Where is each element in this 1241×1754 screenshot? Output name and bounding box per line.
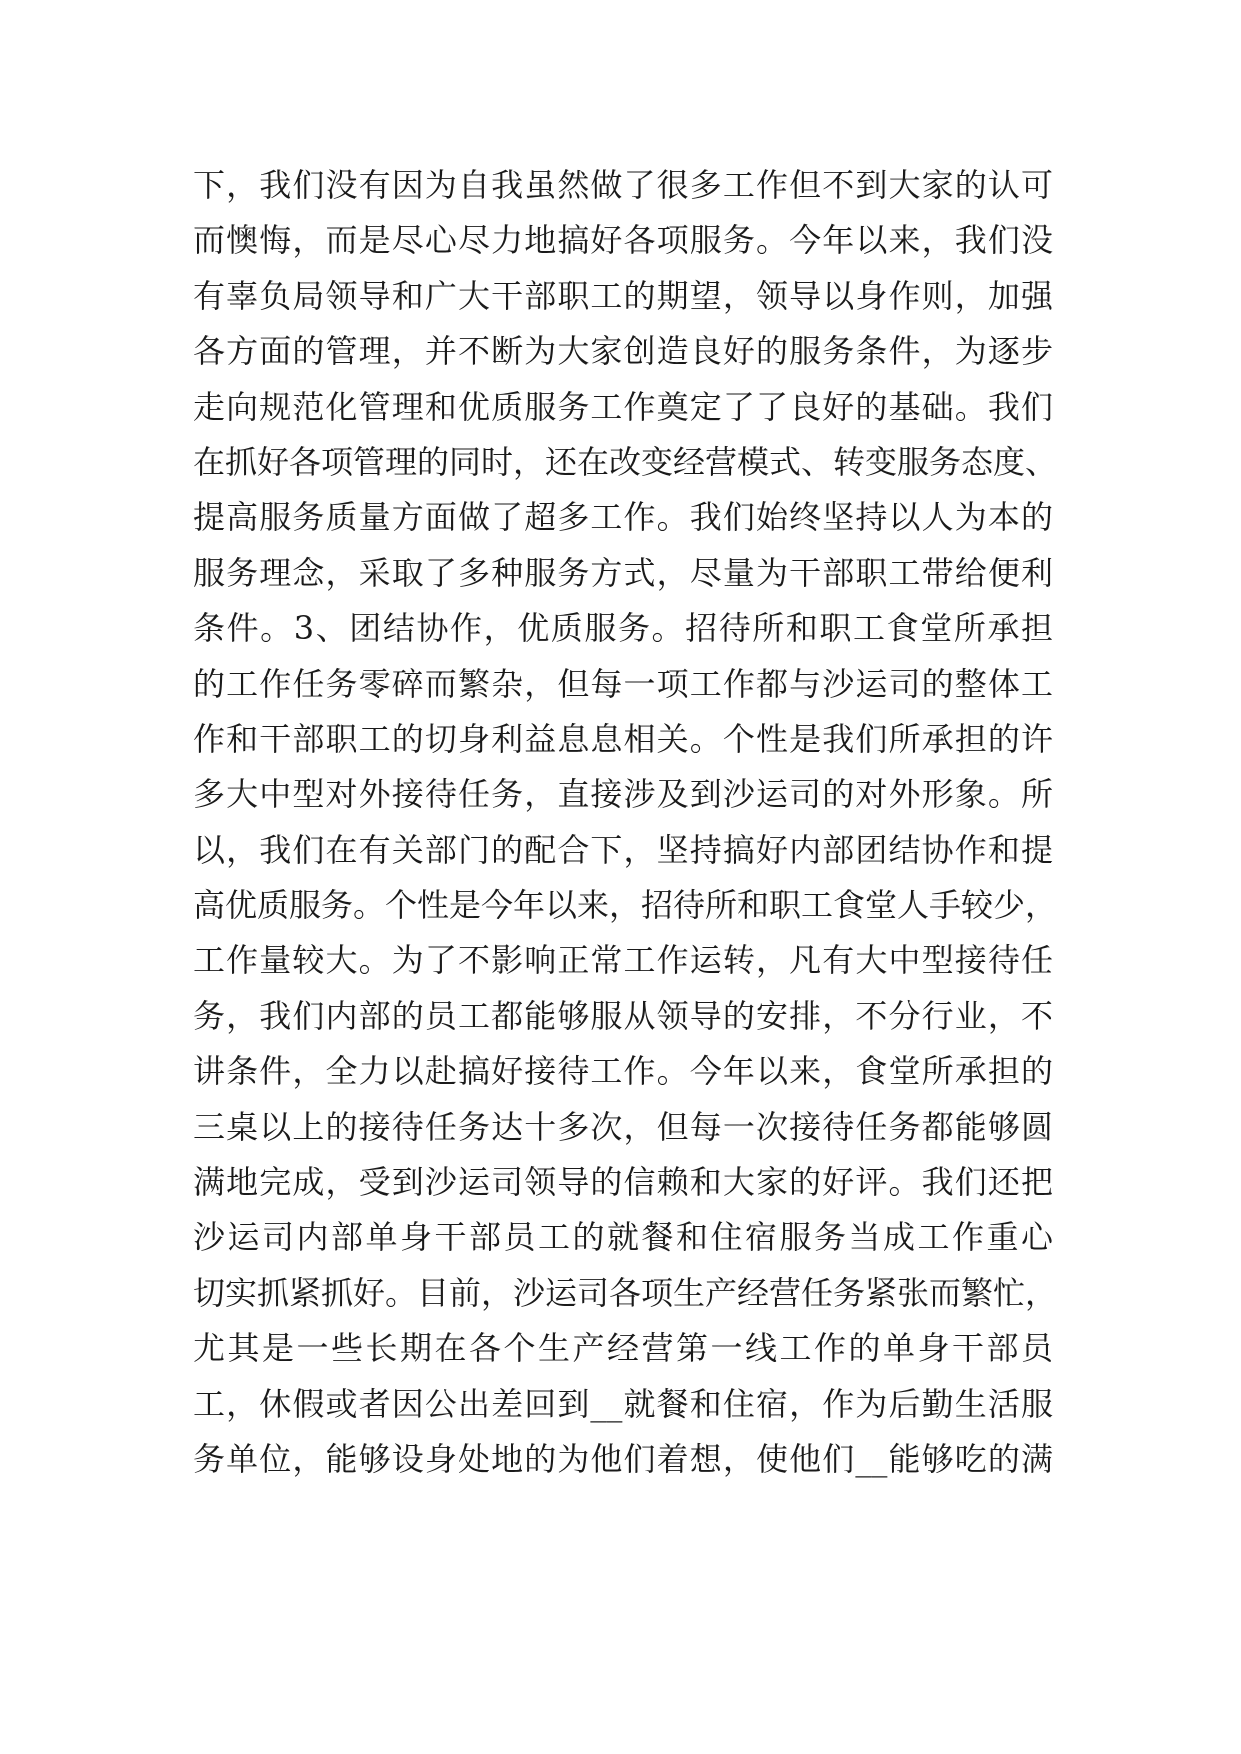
text-line: 的工作任务零碎而繁杂，但每一项工作都与沙运司的整体工 bbox=[193, 664, 1053, 703]
text-line: 作和干部职工的切身利益息息相关。个性是我们所承担的许 bbox=[193, 719, 1053, 758]
text-line: 讲条件，全力以赴搞好接待工作。今年以来，食堂所承担的 bbox=[193, 1052, 1053, 1091]
text-line: 在抓好各项管理的同时，还在改变经营模式、转变服务态度、 bbox=[193, 442, 1058, 481]
text-line: 务，我们内部的员工都能够服从领导的安排，不分行业，不 bbox=[193, 996, 1053, 1035]
text-line: 而懊悔，而是尽心尽力地搞好各项服务。今年以来，我们没 bbox=[193, 221, 1053, 260]
text-line: 条件。3、团结协作，优质服务。招待所和职工食堂所承担 bbox=[193, 609, 1053, 648]
text-line: 提高服务质量方面做了超多工作。我们始终坚持以人为本的 bbox=[193, 498, 1053, 537]
text-line: 尤其是一些长期在各个生产经营第一线工作的单身干部员 bbox=[193, 1329, 1053, 1368]
text-line: 务单位，能够设身处地的为他们着想，使他们__能够吃的满 bbox=[193, 1439, 1053, 1478]
text-line: 以，我们在有关部门的配合下，坚持搞好内部团结协作和提 bbox=[193, 830, 1053, 869]
text-line: 沙运司内部单身干部员工的就餐和住宿服务当成工作重心 bbox=[193, 1218, 1053, 1257]
text-line: 下，我们没有因为自我虽然做了很多工作但不到大家的认可 bbox=[193, 166, 1053, 204]
text-line: 工作量较大。为了不影响正常工作运转，凡有大中型接待任 bbox=[193, 941, 1053, 980]
text-line: 服务理念，采取了多种服务方式，尽量为干部职工带给便利 bbox=[193, 553, 1053, 592]
body-text bbox=[193, 158, 1058, 1487]
text-line: 多大中型对外接待任务，直接涉及到沙运司的对外形象。所 bbox=[193, 775, 1053, 814]
text-line: 工，休假或者因公出差回到__就餐和住宿，作为后勤生活服 bbox=[193, 1384, 1053, 1423]
text-line: 有辜负局领导和广大干部职工的期望，领导以身作则，加强 bbox=[193, 276, 1053, 315]
text-line: 切实抓紧抓好。目前，沙运司各项生产经营任务紧张而繁忙， bbox=[193, 1273, 1058, 1312]
text-line: 高优质服务。个性是今年以来，招待所和职工食堂人手较少， bbox=[193, 886, 1058, 925]
text-line: 三桌以上的接待任务达十多次，但每一次接待任务都能够圆 bbox=[193, 1107, 1053, 1146]
text-line: 满地完成，受到沙运司领导的信赖和大家的好评。我们还把 bbox=[193, 1163, 1053, 1202]
text-line: 走向规范化管理和优质服务工作奠定了了良好的基础。我们 bbox=[193, 387, 1053, 426]
text-line: 各方面的管理，并不断为大家创造良好的服务条件，为逐步 bbox=[193, 332, 1053, 371]
